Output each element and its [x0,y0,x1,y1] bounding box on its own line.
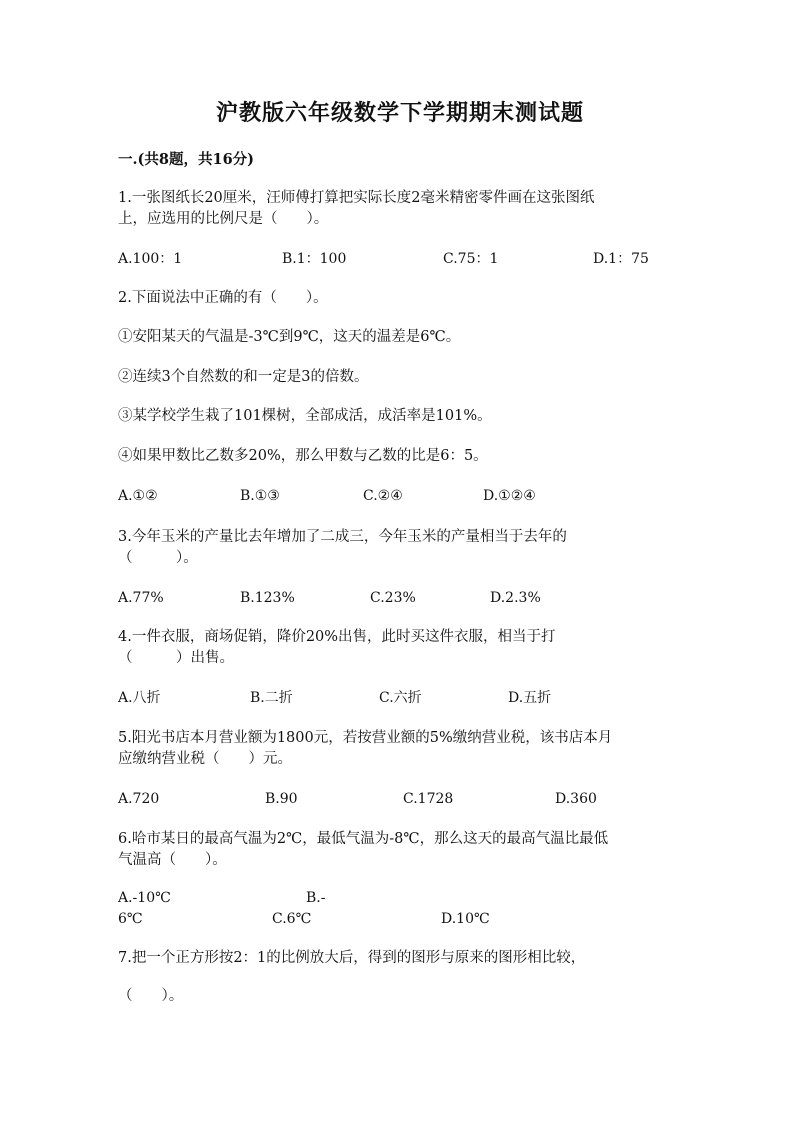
question-6-option-a: A.-10℃ [118,890,171,906]
question-5-text-line-1: 5.阳光书店本月营业额为1800元，若按营业额的5%缴纳营业税，该书店本月 [118,730,613,746]
question-5-option-d: D.360 [555,791,597,807]
question-2-statement-1: ①安阳某天的气温是-3℃到9℃，这天的温差是6℃。 [118,329,461,345]
question-3-option-a: A.77% [118,590,164,606]
question-1-option-b: B.1：100 [282,251,347,267]
question-3-text-line-1: 3.今年玉米的产量比去年增加了二成三，今年玉米的产量相当于去年的 [118,529,567,545]
question-4-option-d: D.五折 [508,690,552,706]
question-3-option-d: D.2.3% [490,590,541,606]
question-2-option-d: D.①②④ [483,488,536,504]
question-6-option-b-continued: 6℃ [118,911,143,927]
question-2-option-b: B.①③ [240,488,280,504]
question-4-text-line-1: 4.一件衣服，商场促销，降价20%出售，此时买这件衣服，相当于打 [118,629,556,645]
question-2-option-a: A.①② [118,488,158,504]
question-6-option-b: B.- [306,890,326,906]
question-6-option-c: C.6℃ [272,911,312,927]
question-2-text-line-1: 2.下面说法中正确的有（ ）。 [118,290,328,306]
question-7-text-line-1: 7.把一个正方形按2：1的比例放大后，得到的图形与原来的图形相比较， [118,950,586,966]
question-2-option-c: C.②④ [363,488,403,504]
question-4-option-c: C.六折 [379,690,422,706]
question-6-text-line-1: 6.哈市某日的最高气温为2℃，最低气温为-8℃，那么这天的最高气温比最低 [118,831,609,847]
question-1-option-d: D.1：75 [593,251,649,267]
question-1-text-line-2: 上，应选用的比例尺是（ ）。 [118,211,329,227]
question-3-option-c: C.23% [370,590,416,606]
question-5-text-line-2: 应缴纳营业税（ ）元。 [118,751,292,767]
question-7-text-line-2: （ ）。 [118,988,184,1004]
question-1-text-line-1: 1.一张图纸长20厘米，汪师傅打算把实际长度2毫米精密零件画在这张图纸 [118,190,595,206]
page-title: 沪教版六年级数学下学期期末测试题 [215,100,584,126]
question-6-option-d: D.10℃ [441,911,490,927]
question-2-statement-3: ③某学校学生栽了101棵树，全部成活，成活率是101%。 [118,408,492,424]
question-5-option-a: A.720 [118,791,160,807]
question-4-text-line-2: （ ）出售。 [118,650,234,666]
question-4-option-b: B.二折 [250,690,293,706]
question-3-option-b: B.123% [240,590,295,606]
question-2-statement-4: ④如果甲数比乙数多20%，那么甲数与乙数的比是6：5。 [118,448,488,464]
question-1-option-c: C.75：1 [443,251,499,267]
question-5-option-c: C.1728 [403,791,454,807]
section-heading: 一.(共8题，共16分) [118,151,255,168]
question-1-option-a: A.100：1 [118,251,183,267]
question-2-statement-2: ②连续3个自然数的和一定是3的倍数。 [118,369,369,385]
question-5-option-b: B.90 [265,791,298,807]
question-4-option-a: A.八折 [118,690,161,706]
question-3-text-line-2: （ ）。 [118,550,198,566]
question-6-text-line-2: 气温高（ ）。 [118,852,227,868]
